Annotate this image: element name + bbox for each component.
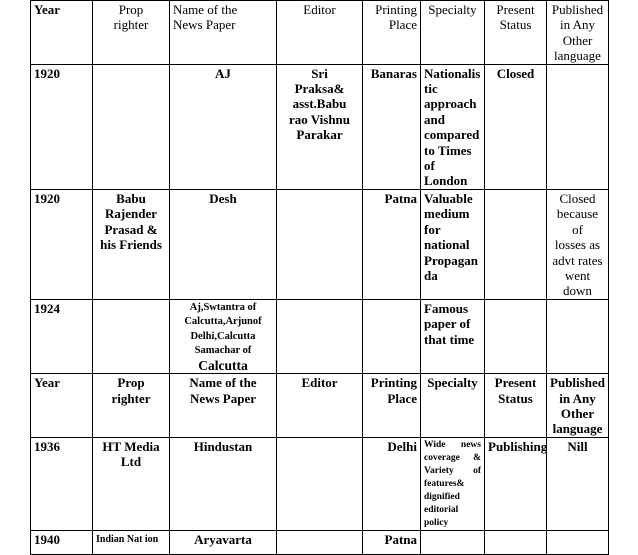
cell-editor	[277, 437, 363, 530]
cell-newspaper-name: Desh	[170, 189, 277, 299]
cell-published-other-language: Nill	[547, 437, 609, 530]
cell-proprietor: HT Media Ltd	[93, 437, 170, 530]
header-editor: Editor	[277, 1, 363, 65]
cell-proprietor: Indian Nat ion	[93, 530, 170, 554]
cell-present-status: Publishing	[485, 437, 547, 530]
newspaper-name-line: Aj,Swtantra of	[189, 301, 257, 313]
cell-published-other-language	[547, 530, 609, 554]
cell-year: 1920	[31, 64, 93, 189]
header-proprietor: Prop righter	[93, 1, 170, 65]
newspaper-name-line: Delhi,Calcutta	[190, 330, 256, 342]
cell-editor	[277, 189, 363, 299]
cell-year: 1936	[31, 437, 93, 530]
newspaper-name-line: Samachar of	[194, 345, 252, 357]
table-row	[31, 299, 609, 374]
cell-newspaper-name: AJ	[170, 64, 277, 189]
header-present-status: Present Status	[485, 1, 547, 65]
header-published-other-language: Published in Any Other language	[547, 374, 609, 438]
header-year: Year	[31, 374, 93, 438]
newspaper-table	[30, 0, 609, 555]
cell-specialty: Wide news coverage & Variety of features& dignified editorial policy	[421, 437, 485, 530]
cell-specialty	[421, 530, 485, 554]
header-editor: Editor	[277, 374, 363, 438]
header-specialty: Specialty	[421, 1, 485, 65]
cell-present-status	[485, 530, 547, 554]
cell-year: 1940	[31, 530, 93, 554]
cell-year: 1920	[31, 189, 93, 299]
header-published-other-language: Published in Any Other language	[547, 1, 609, 65]
cell-year: 1924	[31, 299, 93, 374]
cell-proprietor: Babu Rajender Prasad & his Friends	[93, 189, 170, 299]
cell-specialty: Nationalis tic approach and compared to Times of London	[421, 64, 485, 189]
cell-printing-place: Banaras	[363, 64, 421, 189]
table-row	[31, 530, 609, 554]
newspaper-name-line: Calcutta	[198, 357, 248, 373]
cell-present-status	[485, 189, 547, 299]
cell-printing-place: Patna	[363, 530, 421, 554]
table-row	[31, 189, 609, 299]
cell-proprietor	[93, 64, 170, 189]
header-row	[31, 1, 609, 65]
cell-printing-place: Delhi	[363, 437, 421, 530]
cell-present-status: Closed	[485, 64, 547, 189]
cell-editor	[277, 299, 363, 374]
header-proprietor: Prop righter	[93, 374, 170, 438]
document-page	[30, 0, 608, 547]
cell-present-status	[485, 299, 547, 374]
cell-newspaper-name	[170, 299, 277, 374]
cell-newspaper-name: Hindustan	[170, 437, 277, 530]
header-row	[31, 374, 609, 438]
cell-published-other-language: Closed because of losses as advt rates went down	[547, 189, 609, 299]
table-row	[31, 64, 609, 189]
header-present-status: Present Status	[485, 374, 547, 438]
cell-printing-place: Patna	[363, 189, 421, 299]
header-printing-place: Printing Place	[363, 1, 421, 65]
header-newspaper-name: Name of the News Paper	[170, 1, 277, 65]
table-row	[31, 437, 609, 530]
cell-editor	[277, 530, 363, 554]
cell-published-other-language	[547, 64, 609, 189]
header-specialty: Specialty	[421, 374, 485, 438]
cell-proprietor	[93, 299, 170, 374]
cell-printing-place	[363, 299, 421, 374]
cell-specialty: Valuable medium for national Propagan da	[421, 189, 485, 299]
cell-editor: Sri Praksa& asst.Babu rao Vishnu Parakar	[277, 64, 363, 189]
header-year: Year	[31, 1, 93, 65]
cell-specialty: Famous paper of that time	[421, 299, 485, 374]
header-newspaper-name: Name of the News Paper	[170, 374, 277, 438]
header-printing-place: Printing Place	[363, 374, 421, 438]
newspaper-name-line: Calcutta,Arjunof	[184, 316, 262, 328]
cell-published-other-language	[547, 299, 609, 374]
cell-newspaper-name: Aryavarta	[170, 530, 277, 554]
